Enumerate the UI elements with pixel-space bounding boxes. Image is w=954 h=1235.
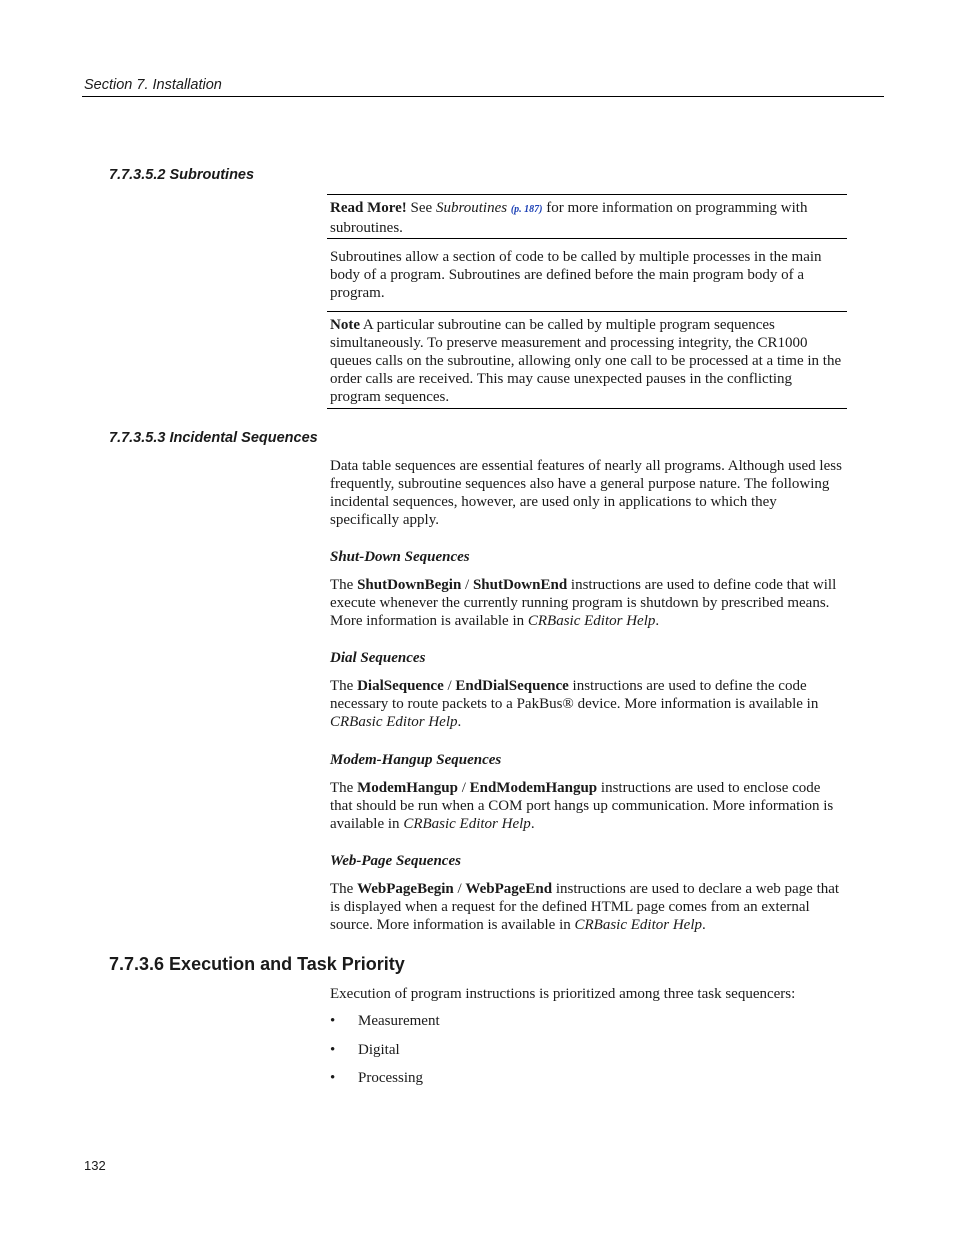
note-box <box>327 311 847 409</box>
heading-execution-task-priority: 7.7.3.6 Execution and Task Priority <box>109 954 405 974</box>
page-ref-link[interactable]: (p. 187) <box>510 204 543 215</box>
subheading-web-page: Web-Page Sequences <box>330 853 461 869</box>
subheading-dial: Dial Sequences <box>330 650 426 666</box>
modem-sep: / <box>457 780 470 796</box>
dial-help-ref: CRBasic Editor Help <box>330 714 458 730</box>
list-item <box>330 1042 400 1059</box>
page-number: 132 <box>84 1158 106 1173</box>
dial-kw2: EndDialSequence <box>455 678 569 694</box>
list-item-label: Measurement <box>358 1013 440 1029</box>
shutdown-kw1: ShutDownBegin <box>357 577 462 593</box>
modem-paragraph <box>330 779 844 833</box>
web-kw1: WebPageBegin <box>357 881 454 897</box>
web-sep: / <box>453 881 466 897</box>
shutdown-period: . <box>655 613 660 629</box>
subheading-shutdown: Shut-Down Sequences <box>330 549 470 565</box>
subroutines-body-box <box>327 238 847 312</box>
execution-intro: Execution of program instructions is prioritized among three task sequencers: <box>330 986 796 1002</box>
list-item <box>330 1070 423 1087</box>
dial-rest: instructions are used to define the code necessary to route packets to a PakBus® device. More information is available in <box>330 678 819 712</box>
dial-sep: / <box>443 678 456 694</box>
heading-subroutines: 7.7.3.5.2 Subroutines <box>109 167 255 183</box>
web-the: The <box>330 881 358 897</box>
web-help-ref: CRBasic Editor Help <box>574 917 703 933</box>
web-paragraph <box>330 880 844 934</box>
shutdown-sep: / <box>461 577 473 593</box>
modem-the: The <box>330 780 358 796</box>
bullet-icon: • <box>330 1042 336 1058</box>
modem-kw1: ModemHangup <box>357 780 458 796</box>
bullet-icon: • <box>330 1013 336 1029</box>
list-item <box>330 1013 440 1030</box>
dial-period: . <box>457 714 462 730</box>
header-rule <box>82 96 884 97</box>
shutdown-help-ref: CRBasic Editor Help <box>527 613 656 629</box>
note-text: A particular subroutine can be called by multiple program sequences simultaneously. To preserve measurement and processing integrity, the CR1000 queues calls on the subroutine, allowing only one call to be processed at a time in the order calls are received. This may cause unexpected pauses in the conflicting program sequences. <box>330 317 842 405</box>
read-more-label: Read More! <box>330 200 407 216</box>
list-item-label: Digital <box>358 1042 400 1058</box>
modem-rest: instructions are used to enclose code that should be run when a COM port hangs up communication. More information is available in <box>330 780 834 832</box>
dial-kw1: DialSequence <box>357 678 444 694</box>
read-more-see: See <box>406 200 436 216</box>
read-more-link[interactable]: Subroutines <box>435 200 508 216</box>
modem-period: . <box>530 816 535 832</box>
modem-kw2: EndModemHangup <box>469 780 598 796</box>
list-item-label: Processing <box>358 1070 423 1086</box>
note-label: Note <box>330 317 360 333</box>
heading-incidental-sequences: 7.7.3.5.3 Incidental Sequences <box>109 430 318 446</box>
incidental-intro: Data table sequences are essential features of nearly all programs. Although used less frequently, subroutine sequences also have a general purpose nature. The following incidental sequences, however, are used only in applications to which they specifically apply. <box>330 458 842 528</box>
subheading-modem-hangup: Modem-Hangup Sequences <box>330 752 502 768</box>
shutdown-paragraph <box>330 576 844 630</box>
shutdown-rest: instructions are used to define code that will execute whenever the currently running program is shutdown by prescribed means. More information is available in <box>330 577 837 629</box>
web-rest: instructions are used to declare a web page that is displayed when a request for the defined HTML page comes from an external source. More information is available in <box>330 881 840 933</box>
read-more-box <box>327 194 847 239</box>
web-period: . <box>702 917 706 933</box>
running-header: Section 7. Installation <box>84 77 222 93</box>
bullet-icon: • <box>330 1070 336 1086</box>
web-kw2: WebPageEnd <box>465 881 553 897</box>
shutdown-kw2: ShutDownEnd <box>472 577 568 593</box>
dial-paragraph <box>330 677 844 731</box>
dial-the: The <box>330 678 358 694</box>
read-more-rest: for more information on programming with subroutines. <box>330 200 808 236</box>
modem-help-ref: CRBasic Editor Help <box>403 816 531 832</box>
shutdown-the: The <box>330 577 358 593</box>
subroutines-body: Subroutines allow a section of code to be called by multiple processes in the main body of a program. Subroutines are defined before the main program body of a program. <box>330 249 822 301</box>
